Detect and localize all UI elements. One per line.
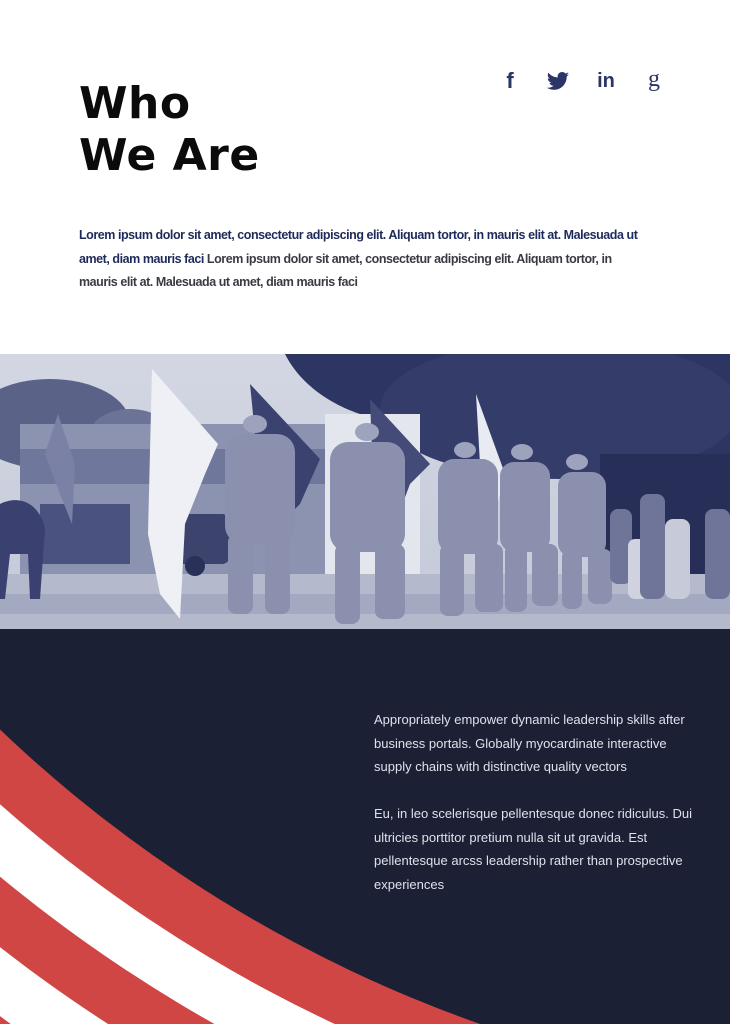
page-title [79, 78, 260, 182]
intro-rest-text: Lorem ipsum dolor sit amet, consectetur adipiscing elit. Aliquam tortor, in mauris elit at. Malesuada ut amet, diam mauris faci [79, 251, 612, 289]
photo-illustration [0, 354, 730, 629]
intro-paragraph [79, 224, 639, 295]
twitter-icon[interactable] [543, 66, 573, 96]
linkedin-icon[interactable]: in [597, 69, 615, 92]
parade-photo [0, 354, 730, 629]
google-icon[interactable]: g [648, 65, 660, 92]
body-text [374, 708, 694, 896]
social-links [495, 66, 669, 96]
title-line-2: We Are [79, 130, 260, 181]
header-section [0, 0, 730, 354]
body-paragraph-1: Appropriately empower dynamic leadership skills after business portals. Globally myocardinate interactive supply chains with distinctive quality vectors [374, 712, 685, 774]
intro-lead-text: Lorem ipsum dolor sit amet, consectetur adipiscing elit. Aliquam tortor, in mauris elit at. Malesuada ut amet, diam mauris faci [79, 228, 638, 266]
title-line-1: Who [79, 78, 191, 129]
facebook-icon[interactable]: f [506, 68, 514, 93]
body-paragraph-2: Eu, in leo scelerisque pellentesque donec ridiculus. Dui ultricies porttitor pretium nulla sit ut gravida. Est pellentesque arcss leadership rather than prospective experiences [374, 806, 692, 892]
